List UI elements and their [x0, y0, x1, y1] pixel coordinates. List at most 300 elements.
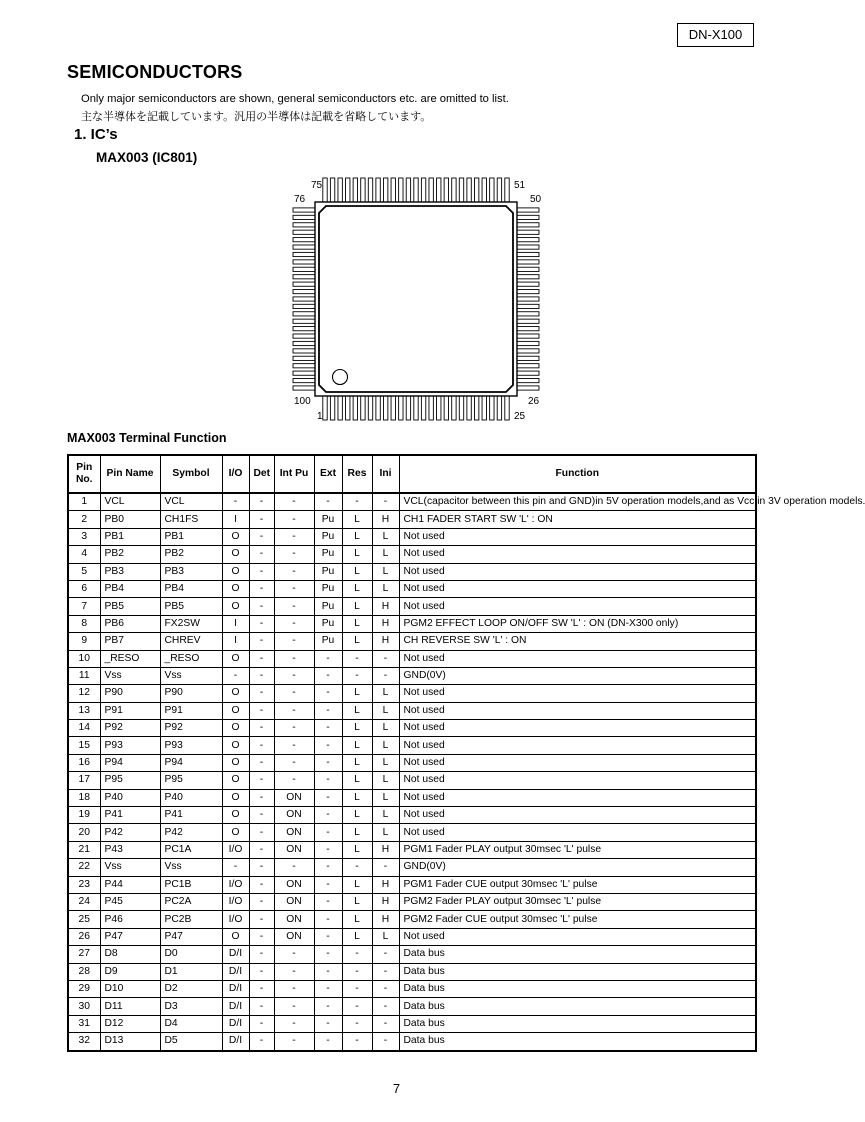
table-cell: L: [372, 824, 399, 841]
ic-pin: [414, 396, 418, 420]
ic-pin: [293, 275, 315, 279]
table-cell: O: [222, 546, 249, 563]
table-cell: -: [249, 546, 274, 563]
table-cell: D/I: [222, 980, 249, 997]
table-cell: Pu: [314, 511, 342, 528]
table-cell: -: [274, 685, 314, 702]
table-cell: -: [249, 963, 274, 980]
table-cell: Data bus: [399, 1015, 756, 1032]
table-cell: Not used: [399, 563, 756, 580]
ic-pin: [452, 178, 456, 202]
ic-pin: [429, 396, 433, 420]
table-cell: PB2: [100, 546, 160, 563]
ic-pin: [517, 334, 539, 338]
ic-pin: [444, 178, 448, 202]
table-cell: -: [314, 911, 342, 928]
table-cell: D1: [160, 963, 222, 980]
ic-pin: [429, 178, 433, 202]
table-cell: -: [249, 528, 274, 545]
table-cell: H: [372, 615, 399, 632]
table-cell: H: [372, 633, 399, 650]
table-cell: -: [222, 667, 249, 684]
table-cell: -: [274, 720, 314, 737]
note-japanese: 主な半導体を記載しています。汎用の半導体は記載を省略しています。: [81, 111, 432, 123]
table-row: [68, 841, 756, 858]
table-cell: Pu: [314, 633, 342, 650]
ic-pin: [517, 386, 539, 390]
table-cell: P46: [100, 911, 160, 928]
table-cell: P92: [160, 720, 222, 737]
table-cell: -: [274, 998, 314, 1015]
table-cell: -: [249, 685, 274, 702]
table-cell: D/I: [222, 998, 249, 1015]
table-cell: 8: [68, 615, 100, 632]
table-cell: L: [372, 772, 399, 789]
table-cell: 21: [68, 841, 100, 858]
table-cell: -: [249, 1033, 274, 1051]
ic-pin: [383, 178, 387, 202]
ic-pin: [459, 396, 463, 420]
ic-pin: [346, 178, 350, 202]
table-cell: -: [372, 946, 399, 963]
table-cell: P92: [100, 720, 160, 737]
table-cell: L: [342, 580, 372, 597]
table-cell: -: [314, 946, 342, 963]
table-cell: -: [314, 876, 342, 893]
table-cell: 31: [68, 1015, 100, 1032]
table-cell: PB4: [100, 580, 160, 597]
table-cell: -: [274, 511, 314, 528]
table-cell: -: [249, 633, 274, 650]
ic-pin: [517, 238, 539, 242]
table-cell: -: [249, 824, 274, 841]
ic-pin: [437, 396, 441, 420]
col-header: Ext: [314, 455, 342, 493]
table-cell: O: [222, 754, 249, 771]
table-row: [68, 528, 756, 545]
table-cell: -: [342, 1015, 372, 1032]
table-cell: PB1: [100, 528, 160, 545]
table-cell: -: [314, 685, 342, 702]
table-cell: P95: [100, 772, 160, 789]
col-header: Pin Name: [100, 455, 160, 493]
table-cell: -: [314, 789, 342, 806]
table-cell: -: [314, 650, 342, 667]
table-cell: L: [372, 720, 399, 737]
table-cell: D0: [160, 946, 222, 963]
table-cell: 22: [68, 859, 100, 876]
table-cell: 1: [68, 493, 100, 511]
pin-label-51: 51: [514, 180, 526, 191]
table-cell: -: [249, 946, 274, 963]
table-cell: -: [249, 720, 274, 737]
table-cell: -: [314, 1033, 342, 1051]
ic-pin: [517, 312, 539, 316]
table-row: [68, 946, 756, 963]
ic-pin: [467, 396, 471, 420]
table-cell: 17: [68, 772, 100, 789]
table-cell: O: [222, 824, 249, 841]
table-cell: D12: [100, 1015, 160, 1032]
table-cell: Vss: [100, 859, 160, 876]
table-cell: L: [342, 911, 372, 928]
table-cell: -: [314, 772, 342, 789]
table-cell: -: [314, 841, 342, 858]
table-cell: L: [372, 580, 399, 597]
table-cell: ON: [274, 789, 314, 806]
table-cell: Not used: [399, 650, 756, 667]
table-cell: -: [342, 963, 372, 980]
table-cell: D3: [160, 998, 222, 1015]
table-cell: L: [372, 702, 399, 719]
table-cell: -: [249, 893, 274, 910]
table-cell: P90: [100, 685, 160, 702]
ic-pin: [293, 371, 315, 375]
table-cell: PGM2 EFFECT LOOP ON/OFF SW 'L' : ON (DN-X300 only): [399, 615, 756, 632]
table-cell: PB0: [100, 511, 160, 528]
table-cell: PC1B: [160, 876, 222, 893]
table-cell: P45: [100, 893, 160, 910]
table-cell: -: [314, 928, 342, 945]
table-row: [68, 493, 756, 511]
note-english: Only major semiconductors are shown, general semiconductors etc. are omitted to list.: [81, 93, 509, 105]
table-cell: -: [249, 493, 274, 511]
ic-pin: [353, 396, 357, 420]
table-row: [68, 824, 756, 841]
ic-pin: [517, 371, 539, 375]
table-cell: 13: [68, 702, 100, 719]
table-row: [68, 911, 756, 928]
pins-bottom: [323, 396, 509, 420]
table-cell: -: [372, 650, 399, 667]
ic-pin: [482, 178, 486, 202]
model-label: DN-X100: [677, 23, 754, 47]
ic-pin: [517, 341, 539, 345]
ic-pin: [293, 319, 315, 323]
table-cell: Not used: [399, 772, 756, 789]
table-cell: L: [342, 876, 372, 893]
ic-pin: [406, 396, 410, 420]
ic-pin: [293, 252, 315, 256]
table-cell: -: [314, 737, 342, 754]
table-cell: Not used: [399, 702, 756, 719]
table-cell: VCL: [160, 493, 222, 511]
pin-label-76: 76: [294, 194, 306, 205]
ic-pin: [505, 396, 509, 420]
table-cell: 16: [68, 754, 100, 771]
table-cell: 15: [68, 737, 100, 754]
table-cell: L: [342, 720, 372, 737]
ic-pin: [293, 245, 315, 249]
table-cell: -: [274, 493, 314, 511]
pins-top: [323, 178, 509, 202]
table-cell: VCL(capacitor between this pin and GND)in 5V operation models,and as Vcc in 3V operation models.: [399, 493, 756, 511]
ic-pin: [452, 396, 456, 420]
table-cell: -: [274, 737, 314, 754]
table-cell: PB5: [160, 598, 222, 615]
table-cell: -: [274, 563, 314, 580]
table-cell: PB2: [160, 546, 222, 563]
table-cell: -: [249, 876, 274, 893]
table-cell: O: [222, 528, 249, 545]
table-cell: H: [372, 876, 399, 893]
ic-pin: [376, 396, 380, 420]
ic-pin: [293, 341, 315, 345]
table-cell: -: [249, 789, 274, 806]
ic-pin: [517, 356, 539, 360]
table-cell: L: [372, 563, 399, 580]
table-cell: Not used: [399, 528, 756, 545]
table-row: [68, 980, 756, 997]
table-cell: L: [372, 807, 399, 824]
terminal-function-table: [67, 454, 865, 1052]
table-cell: -: [222, 859, 249, 876]
table-cell: P47: [160, 928, 222, 945]
table-cell: _RESO: [160, 650, 222, 667]
ic-pin: [338, 178, 342, 202]
ic-pin: [517, 319, 539, 323]
table-cell: -: [342, 650, 372, 667]
table-cell: -: [249, 737, 274, 754]
ic-pin: [293, 297, 315, 301]
table-cell: D13: [100, 1033, 160, 1051]
col-header: Det: [249, 455, 274, 493]
table-cell: 3: [68, 528, 100, 545]
table-row: [68, 685, 756, 702]
table-cell: O: [222, 789, 249, 806]
pin-label-26: 26: [528, 396, 540, 407]
ic-pin: [459, 178, 463, 202]
table-cell: Pu: [314, 546, 342, 563]
table-cell: -: [274, 963, 314, 980]
ic-pin: [482, 396, 486, 420]
table-cell: P91: [100, 702, 160, 719]
table-cell: -: [314, 824, 342, 841]
table-cell: -: [342, 1033, 372, 1051]
table-cell: -: [274, 528, 314, 545]
ic-pin: [391, 396, 395, 420]
table-cell: 4: [68, 546, 100, 563]
table-cell: -: [274, 754, 314, 771]
table-cell: L: [342, 893, 372, 910]
ic-pin: [517, 267, 539, 271]
table-cell: Data bus: [399, 963, 756, 980]
table-cell: D/I: [222, 946, 249, 963]
table-cell: Pu: [314, 528, 342, 545]
ic-pin: [517, 297, 539, 301]
ic-pin: [368, 396, 372, 420]
table-cell: L: [342, 754, 372, 771]
ic-pin: [293, 267, 315, 271]
table-cell: PGM2 Fader PLAY output 30msec 'L' pulse: [399, 893, 756, 910]
table-cell: -: [274, 667, 314, 684]
ic-pin: [293, 208, 315, 212]
table-cell: ON: [274, 893, 314, 910]
ic-pin: [497, 396, 501, 420]
ic-pin: [517, 349, 539, 353]
table-cell: O: [222, 580, 249, 597]
table-cell: -: [372, 998, 399, 1015]
ic-pin: [414, 178, 418, 202]
table-cell: ON: [274, 841, 314, 858]
table-cell: I/O: [222, 911, 249, 928]
pins-right: [517, 208, 539, 390]
table-row: [68, 928, 756, 945]
ic-pin: [517, 364, 539, 368]
table-cell: PB1: [160, 528, 222, 545]
table-cell: L: [342, 615, 372, 632]
table-cell: -: [274, 546, 314, 563]
ic-pin: [421, 396, 425, 420]
table-cell: H: [372, 511, 399, 528]
col-header: Function: [399, 455, 756, 493]
table-cell: 20: [68, 824, 100, 841]
ic-pin: [293, 356, 315, 360]
ic-pin: [293, 334, 315, 338]
table-cell: -: [222, 493, 249, 511]
table-row: [68, 702, 756, 719]
ic-pin: [293, 304, 315, 308]
table-cell: 27: [68, 946, 100, 963]
ic-pin: [517, 230, 539, 234]
ic-pin: [517, 245, 539, 249]
table-cell: D8: [100, 946, 160, 963]
page-number: 7: [392, 1081, 401, 1096]
table-cell: L: [372, 685, 399, 702]
ic-pin: [517, 327, 539, 331]
ic-pin: [293, 282, 315, 286]
table-cell: -: [314, 493, 342, 511]
table-cell: H: [372, 893, 399, 910]
table-cell: L: [372, 754, 399, 771]
ic-pin: [406, 178, 410, 202]
ic-pin: [467, 178, 471, 202]
ic-pin: [293, 223, 315, 227]
table-row: [68, 963, 756, 980]
table-cell: L: [342, 702, 372, 719]
table-cell: -: [249, 754, 274, 771]
ic-pin: [391, 178, 395, 202]
table-cell: 18: [68, 789, 100, 806]
table-cell: O: [222, 702, 249, 719]
table-cell: L: [342, 598, 372, 615]
pin-label-100: 100: [294, 396, 311, 407]
table-cell: GND(0V): [399, 859, 756, 876]
table-cell: VCL: [100, 493, 160, 511]
table-cell: P43: [100, 841, 160, 858]
table-cell: L: [342, 789, 372, 806]
pin-label-1: 1: [317, 411, 323, 422]
table-cell: O: [222, 563, 249, 580]
table-cell: L: [342, 841, 372, 858]
table-cell: D4: [160, 1015, 222, 1032]
table-cell: -: [249, 580, 274, 597]
table-cell: PC1A: [160, 841, 222, 858]
table-cell: PB3: [160, 563, 222, 580]
table-cell: -: [274, 1015, 314, 1032]
col-header: I/O: [222, 455, 249, 493]
col-header: Int Pu: [274, 455, 314, 493]
table-cell: -: [342, 946, 372, 963]
ic-pin: [293, 386, 315, 390]
ic-pin: [293, 378, 315, 382]
table-cell: L: [342, 807, 372, 824]
ic-pin: [293, 364, 315, 368]
table-row: [68, 998, 756, 1015]
table-cell: P93: [160, 737, 222, 754]
ic-pin: [361, 396, 365, 420]
table-cell: -: [249, 598, 274, 615]
table-cell: H: [372, 911, 399, 928]
table-cell: Pu: [314, 580, 342, 597]
table-cell: D/I: [222, 963, 249, 980]
table-row: [68, 789, 756, 806]
table-cell: -: [274, 1033, 314, 1051]
table-cell: 11: [68, 667, 100, 684]
ic-pin: [497, 178, 501, 202]
ic-pin: [293, 289, 315, 293]
table-cell: -: [372, 667, 399, 684]
table-cell: Not used: [399, 928, 756, 945]
table-cell: -: [249, 650, 274, 667]
table-cell: Data bus: [399, 1033, 756, 1051]
table-cell: P41: [100, 807, 160, 824]
ic-pin: [399, 396, 403, 420]
ic-pin: [293, 260, 315, 264]
ic-pin: [293, 327, 315, 331]
table-cell: 2: [68, 511, 100, 528]
col-header: Ini: [372, 455, 399, 493]
ic-pin: [421, 178, 425, 202]
ic-pin: [517, 223, 539, 227]
ic-pin: [517, 208, 539, 212]
table-cell: _RESO: [100, 650, 160, 667]
ic-pin: [293, 238, 315, 242]
table-cell: O: [222, 720, 249, 737]
table-cell: P40: [160, 789, 222, 806]
table-cell: -: [249, 702, 274, 719]
table-cell: -: [274, 598, 314, 615]
table-cell: P93: [100, 737, 160, 754]
ic-pin: [490, 178, 494, 202]
table-cell: O: [222, 928, 249, 945]
table-cell: 7: [68, 598, 100, 615]
subsection-title: 1. IC’s: [74, 126, 118, 143]
table-cell: L: [342, 737, 372, 754]
table-row: [68, 650, 756, 667]
table-cell: CH REVERSE SW 'L' : ON: [399, 633, 756, 650]
col-header: Symbol: [160, 455, 222, 493]
ic-pin: [517, 289, 539, 293]
table-cell: L: [342, 685, 372, 702]
table-cell: H: [372, 841, 399, 858]
ic-pin: [437, 178, 441, 202]
table-cell: -: [274, 980, 314, 997]
table-header-row: [68, 455, 756, 493]
ic-pin: [517, 215, 539, 219]
table-cell: GND(0V): [399, 667, 756, 684]
table-cell: PB5: [100, 598, 160, 615]
table-cell: Data bus: [399, 980, 756, 997]
ic-pin: [517, 282, 539, 286]
table-cell: -: [314, 893, 342, 910]
table-cell: 5: [68, 563, 100, 580]
table-cell: I: [222, 511, 249, 528]
table-cell: I: [222, 615, 249, 632]
table-cell: 30: [68, 998, 100, 1015]
table-cell: L: [342, 563, 372, 580]
table-cell: 14: [68, 720, 100, 737]
